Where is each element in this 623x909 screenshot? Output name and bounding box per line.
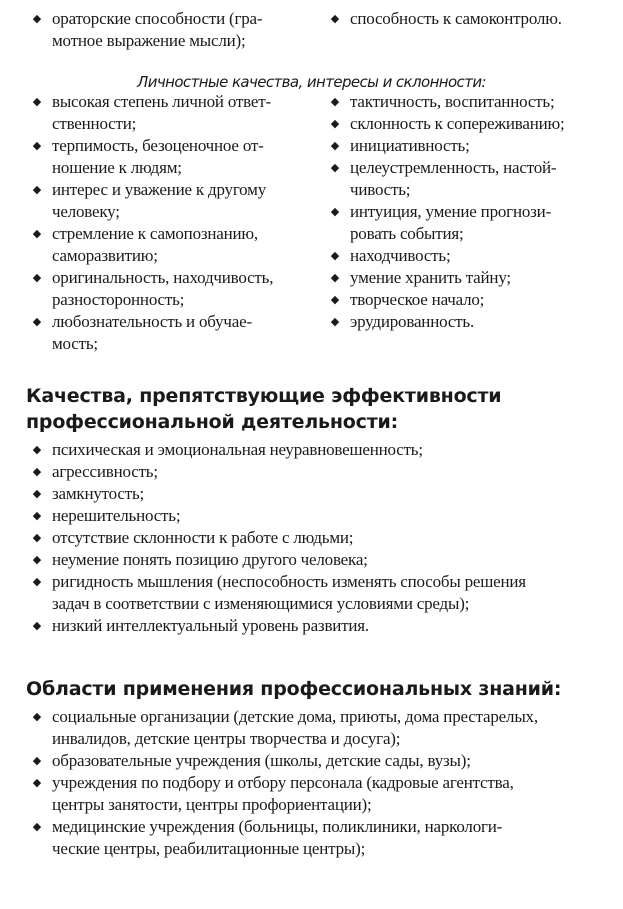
list-item-text: человеку; <box>52 202 120 221</box>
diamond-bullet-icon: ◆ <box>32 444 42 456</box>
list-item <box>328 157 618 201</box>
list-item-text: интуиция, умение прогнози- <box>350 202 552 221</box>
list-item-text: образовательные учреждения (школы, детские сады, вузы); <box>52 751 471 770</box>
list-item <box>30 135 330 179</box>
list-item-text: высокая степень личной ответ- <box>52 92 271 111</box>
list-item-text: мость; <box>52 334 98 353</box>
list-item <box>328 135 618 157</box>
list-item <box>328 113 618 135</box>
diamond-bullet-icon: ◆ <box>32 510 42 522</box>
list-item <box>30 750 620 772</box>
list-item-text: эрудированность. <box>350 312 474 331</box>
diamond-bullet-icon: ◆ <box>32 140 42 152</box>
list-item-text: саморазвитию; <box>52 246 158 265</box>
diamond-bullet-icon: ◆ <box>330 162 340 174</box>
list-item-text: способность к самоконтролю. <box>350 9 562 28</box>
diamond-bullet-icon: ◆ <box>32 777 42 789</box>
list-item-text: ораторские способности (гра- <box>52 9 263 28</box>
heading-line: Качества, препятствующие эффективности <box>26 385 502 407</box>
list-item-text: чивость; <box>350 180 411 199</box>
diamond-bullet-icon: ◆ <box>32 576 42 588</box>
list-item <box>30 505 620 527</box>
personal-list-left <box>30 91 330 355</box>
diamond-bullet-icon: ◆ <box>32 228 42 240</box>
list-item <box>30 527 620 549</box>
list-item-text: ственности; <box>52 114 137 133</box>
list-item <box>30 179 330 223</box>
diamond-bullet-icon: ◆ <box>32 13 42 25</box>
top-list <box>30 8 610 58</box>
list-item-text: любознательность и обучае- <box>52 312 252 331</box>
list-item-text: замкнутость; <box>52 484 145 503</box>
list-item <box>328 267 618 289</box>
list-item-text: оригинальность, находчивость, <box>52 268 274 287</box>
list-item-text: интерес и уважение к другому <box>52 180 267 199</box>
list-item <box>30 615 620 637</box>
diamond-bullet-icon: ◆ <box>32 554 42 566</box>
list-item <box>30 706 620 750</box>
diamond-bullet-icon: ◆ <box>32 316 42 328</box>
list-item <box>30 91 330 135</box>
diamond-bullet-icon: ◆ <box>330 272 340 284</box>
list-item-text: ношение к людям; <box>52 158 182 177</box>
list-item <box>30 571 620 615</box>
diamond-bullet-icon: ◆ <box>32 755 42 767</box>
list-item <box>30 461 620 483</box>
list-item <box>30 549 620 571</box>
personal-subheading: Личностные качества, интересы и склонности: <box>137 73 486 91</box>
diamond-bullet-icon: ◆ <box>330 118 340 130</box>
diamond-bullet-icon: ◆ <box>32 184 42 196</box>
personal-list-right <box>328 91 618 333</box>
diamond-bullet-icon: ◆ <box>32 488 42 500</box>
diamond-bullet-icon: ◆ <box>330 140 340 152</box>
list-item-text: отсутствие склонности к работе с людьми; <box>52 528 354 547</box>
list-item <box>328 311 618 333</box>
list-item-text: нерешительность; <box>52 506 181 525</box>
diamond-bullet-icon: ◆ <box>330 316 340 328</box>
list-item-text: ческие центры, реабилитационные центры); <box>52 839 366 858</box>
diamond-bullet-icon: ◆ <box>330 250 340 262</box>
list-item-text: социальные организации (детские дома, приюты, дома престарелых, <box>52 707 538 726</box>
list-item-text: ровать события; <box>350 224 464 243</box>
list-item-text: ригидность мышления (неспособность изменять способы решения <box>52 572 526 591</box>
list-item <box>30 439 620 461</box>
diamond-bullet-icon: ◆ <box>32 711 42 723</box>
list-item-text: инвалидов, детские центры творчества и досуга); <box>52 729 401 748</box>
list-item-text: стремление к самопознанию, <box>52 224 258 243</box>
list-item-text: склонность к сопереживанию; <box>350 114 565 133</box>
list-item <box>30 223 330 267</box>
list-item <box>30 772 620 816</box>
list-item-text: умение хранить тайну; <box>350 268 511 287</box>
diamond-bullet-icon: ◆ <box>32 466 42 478</box>
list-item <box>30 483 620 505</box>
personal-qualities-list <box>30 91 610 371</box>
list-item-text: тактичность, воспитанность; <box>350 92 555 111</box>
list-item <box>328 245 618 267</box>
list-item <box>328 8 618 30</box>
list-item-text: находчивость; <box>350 246 451 265</box>
list-item-text: терпимость, безоценочное от- <box>52 136 264 155</box>
application-list <box>30 706 620 860</box>
diamond-bullet-icon: ◆ <box>330 13 340 25</box>
top-list-right <box>328 8 618 30</box>
list-item <box>328 91 618 113</box>
list-item-text: агрессивность; <box>52 462 158 481</box>
list-item-text: психическая и эмоциональная неуравновешенность; <box>52 440 423 459</box>
list-item <box>30 8 330 52</box>
obstacles-heading <box>26 383 501 435</box>
list-item-text: низкий интеллектуальный уровень развития. <box>52 616 369 635</box>
diamond-bullet-icon: ◆ <box>32 532 42 544</box>
list-item-text: центры занятости, центры профориентации); <box>52 795 372 814</box>
diamond-bullet-icon: ◆ <box>32 620 42 632</box>
list-item-text: неумение понять позицию другого человека; <box>52 550 368 569</box>
diamond-bullet-icon: ◆ <box>330 206 340 218</box>
heading-line: профессиональной деятельности: <box>26 411 399 433</box>
list-item-text: разносторонность; <box>52 290 185 309</box>
list-item-text: задач в соответствии с изменяющимися условиями среды); <box>52 594 470 613</box>
top-list-left <box>30 8 330 52</box>
heading-line: Области применения профессиональных знаний: <box>26 678 562 700</box>
list-item-text: инициативность; <box>350 136 470 155</box>
list-item-text: медицинские учреждения (больницы, поликлиники, наркологи- <box>52 817 503 836</box>
obstacles-list <box>30 439 620 637</box>
diamond-bullet-icon: ◆ <box>32 96 42 108</box>
diamond-bullet-icon: ◆ <box>32 821 42 833</box>
list-item <box>30 311 330 355</box>
list-item-text: учреждения по подбору и отбору персонала (кадровые агентства, <box>52 773 514 792</box>
list-item <box>30 267 330 311</box>
list-item-text: целеустремленность, настой- <box>350 158 557 177</box>
application-heading <box>26 676 561 702</box>
list-item <box>328 201 618 245</box>
list-item <box>328 289 618 311</box>
list-item-text: творческое начало; <box>350 290 485 309</box>
diamond-bullet-icon: ◆ <box>32 272 42 284</box>
list-item-text: мотное выражение мысли); <box>52 31 246 50</box>
list-item <box>30 816 620 860</box>
diamond-bullet-icon: ◆ <box>330 96 340 108</box>
diamond-bullet-icon: ◆ <box>330 294 340 306</box>
